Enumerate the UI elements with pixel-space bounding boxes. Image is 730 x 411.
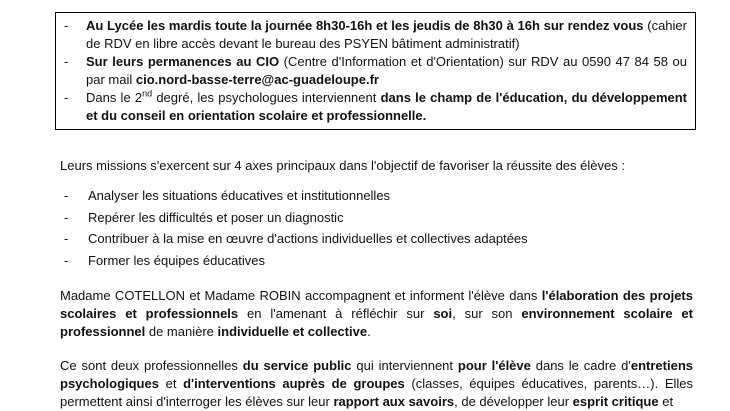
para-bold: du service public (242, 358, 352, 373)
para-bold: pour l'élève (457, 358, 531, 373)
box-item-lycee (64, 17, 687, 53)
mission-text: Repérer les difficultés et poser un diagnostic (88, 209, 344, 225)
para-bold: l'élaboration des projets scolaires et professionnels (60, 288, 693, 321)
para-text: Madame COTELLON et Madame ROBIN accompagnent et informent l'élève dans (60, 288, 542, 303)
para-text: et (658, 394, 674, 409)
para-bold: soi (433, 306, 453, 321)
para-bold: entretiens psychologiques (60, 358, 694, 391)
para-text: Ce sont deux professionnelles (60, 358, 243, 373)
para-text: et (158, 376, 184, 391)
para-bold: rapport aux savoirs (333, 394, 455, 409)
para-text: qui interviennent (351, 358, 458, 373)
contact-info-box (55, 12, 696, 130)
list-item (60, 252, 693, 274)
bullet-dash: - (64, 252, 69, 268)
para-bold: environnement scolaire et professionnel (60, 306, 693, 339)
para-text: . (367, 324, 371, 339)
list-item (60, 230, 693, 252)
para-bold: esprit critique (572, 394, 659, 409)
scope-text-mid: degré, les psychologues interviennent (152, 90, 381, 105)
box-item-scope (64, 89, 687, 125)
accompaniment-paragraph (60, 287, 693, 341)
bullet-dash: - (64, 209, 69, 225)
para-text: (classes, équipes éducatives, parents…). Elles permettent ainsi d'interroger les élèves sur leur (60, 376, 693, 409)
para-text: en l'amenant à réfléchir sur (238, 306, 434, 321)
para-bold: individuelle et collective (217, 324, 368, 339)
para-text: dans le cadre d' (530, 358, 631, 373)
para-bold: d'interventions auprès de groupes (183, 376, 405, 391)
list-item (60, 209, 693, 231)
scope-text-start: Dans le 2 (86, 90, 143, 105)
box-item-cio (64, 53, 687, 89)
mission-text: Contribuer à la mise en œuvre d'actions individuelles et collectives adaptées (88, 231, 528, 246)
lycee-schedule-note: (cahier de RDV en libre accès devant le bureau des PSYEN bâtiment administratif) (86, 18, 687, 51)
para-text: , de développer leur (454, 394, 573, 409)
cio-details: (Centre d'Information et d'Orientation) sur RDV au 0590 47 84 58 ou par mail (86, 54, 687, 87)
bullet-dash: - (64, 18, 69, 33)
bullet-dash: - (64, 90, 69, 105)
bullet-dash: - (64, 231, 69, 246)
bullet-dash: - (64, 54, 69, 69)
scope-superscript: nd (142, 88, 153, 99)
cio-email-link[interactable]: cio.nord-basse-terre@ac-guadeloupe.fr (135, 72, 379, 87)
missions-intro: Leurs missions s'exercent sur 4 axes principaux dans l'objectif de favoriser la réussite des élèves : (60, 158, 625, 173)
para-text: , sur son (452, 306, 522, 321)
mission-text: Former les équipes éducatives (88, 252, 266, 268)
lycee-schedule: Au Lycée les mardis toute la journée 8h30-16h et les jeudis de 8h30 à 16h sur rendez vous (86, 18, 644, 33)
list-item (60, 187, 693, 209)
cio-permanences: Sur leurs permanences au CIO (86, 54, 280, 69)
scope-bold: dans le champ de l'éducation, du développement et du conseil en orientation scolaire et professionnelle. (86, 90, 688, 123)
para-text: de manière (145, 324, 218, 339)
bullet-dash: - (64, 188, 69, 203)
missions-list (60, 187, 693, 273)
mission-text: Analyser les situations éducatives et institutionnelles (88, 188, 391, 203)
public-service-paragraph (60, 357, 693, 411)
